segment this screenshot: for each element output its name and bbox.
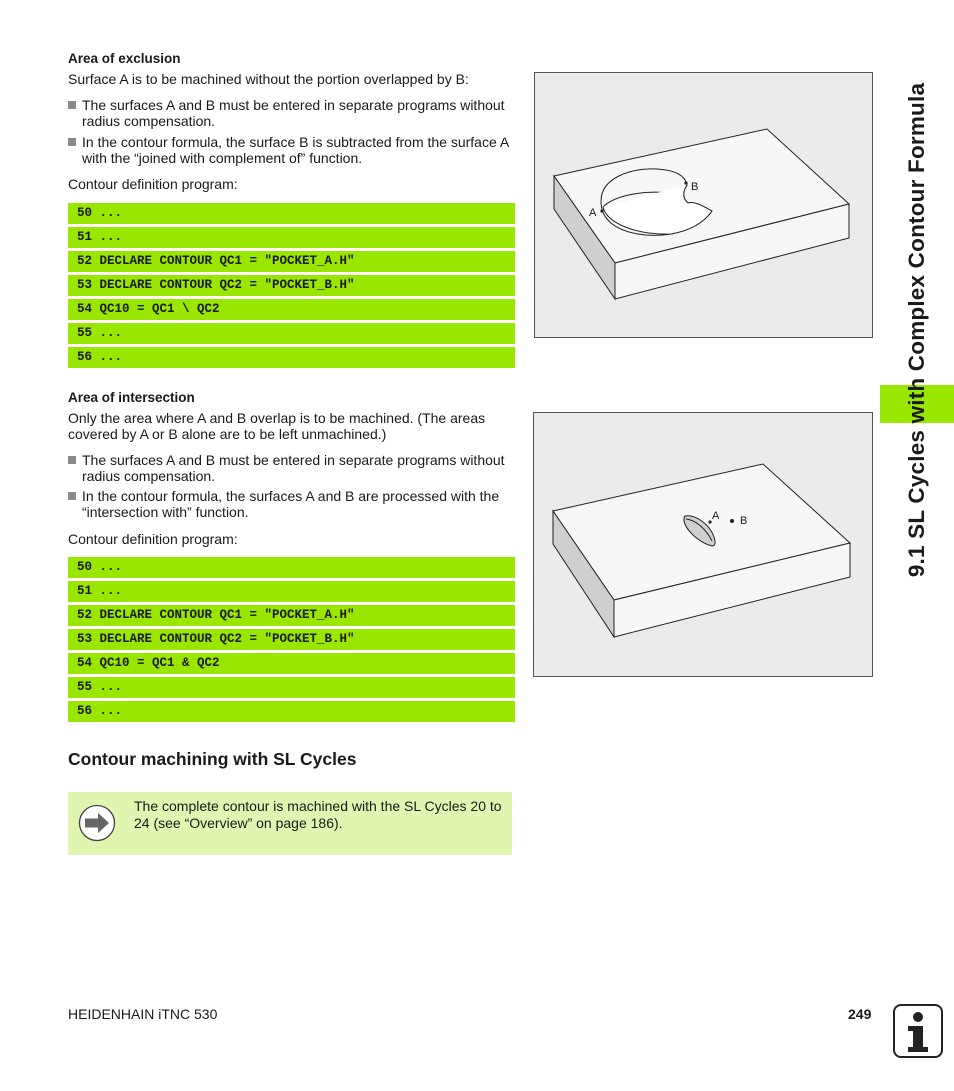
- intersection-block-illustration: [534, 413, 872, 676]
- intersection-figure: [533, 412, 873, 677]
- exclusion-intro: Surface A is to be machined without the portion overlapped by B:: [68, 71, 469, 87]
- intersection-bullet-1: The surfaces A and B must be entered in separate programs without radius compensation.: [68, 452, 518, 484]
- exclusion-bullet-2: In the contour formula, the surface B is subtracted from the surface A with the “joined with complement of” function.: [68, 134, 518, 166]
- code-line: 53 DECLARE CONTOUR QC2 = "POCKET_B.H": [68, 629, 515, 650]
- page-number: 249: [848, 1006, 872, 1022]
- code-line: 52 DECLARE CONTOUR QC1 = "POCKET_A.H": [68, 251, 515, 272]
- arrow-right-icon: [78, 804, 116, 842]
- figure-label-b: B: [740, 515, 748, 527]
- exclusion-block-illustration: [535, 73, 872, 337]
- code-line: 56 ...: [68, 701, 515, 722]
- code-line: 50 ...: [68, 557, 515, 578]
- code-line: 52 DECLARE CONTOUR QC1 = "POCKET_A.H": [68, 605, 515, 626]
- intersection-code-block: [68, 557, 515, 725]
- code-line: 50 ...: [68, 203, 515, 224]
- figure-label-a: A: [712, 510, 720, 522]
- code-line: 51 ...: [68, 581, 515, 602]
- exclusion-figure: [534, 72, 873, 338]
- exclusion-code-block: [68, 203, 515, 371]
- exclusion-program-label: Contour definition program:: [68, 176, 238, 192]
- intersection-program-label: Contour definition program:: [68, 531, 238, 547]
- info-icon: [893, 1004, 943, 1058]
- machining-title: Contour machining with SL Cycles: [68, 749, 357, 769]
- code-line: 54 QC10 = QC1 \ QC2: [68, 299, 515, 320]
- exclusion-bullet-1: The surfaces A and B must be entered in separate programs without radius compensation.: [68, 97, 518, 129]
- intersection-bullet-2: In the contour formula, the surfaces A and B are processed with the “intersection with” function.: [68, 488, 518, 520]
- exclusion-heading: Area of exclusion: [68, 51, 181, 66]
- note-text: The complete contour is machined with the SL Cycles 20 to 24 (see “Overview” on page 186).: [134, 798, 502, 831]
- note-box: [68, 792, 512, 855]
- code-line: 54 QC10 = QC1 & QC2: [68, 653, 515, 674]
- code-line: 55 ...: [68, 323, 515, 344]
- code-line: 55 ...: [68, 677, 515, 698]
- code-line: 56 ...: [68, 347, 515, 368]
- figure-label-b: B: [691, 181, 699, 193]
- intersection-intro: Only the area where A and B overlap is to be machined. (The areas covered by A or B alone are to be left unmachined.): [68, 410, 486, 442]
- figure-label-a: A: [589, 207, 597, 219]
- code-line: 53 DECLARE CONTOUR QC2 = "POCKET_B.H": [68, 275, 515, 296]
- code-line: 51 ...: [68, 227, 515, 248]
- chapter-side-title-text: 9.1 SL Cycles with Complex Contour Formula: [904, 82, 929, 578]
- intersection-heading: Area of intersection: [68, 390, 195, 405]
- footer-manual-name: HEIDENHAIN iTNC 530: [68, 1006, 218, 1022]
